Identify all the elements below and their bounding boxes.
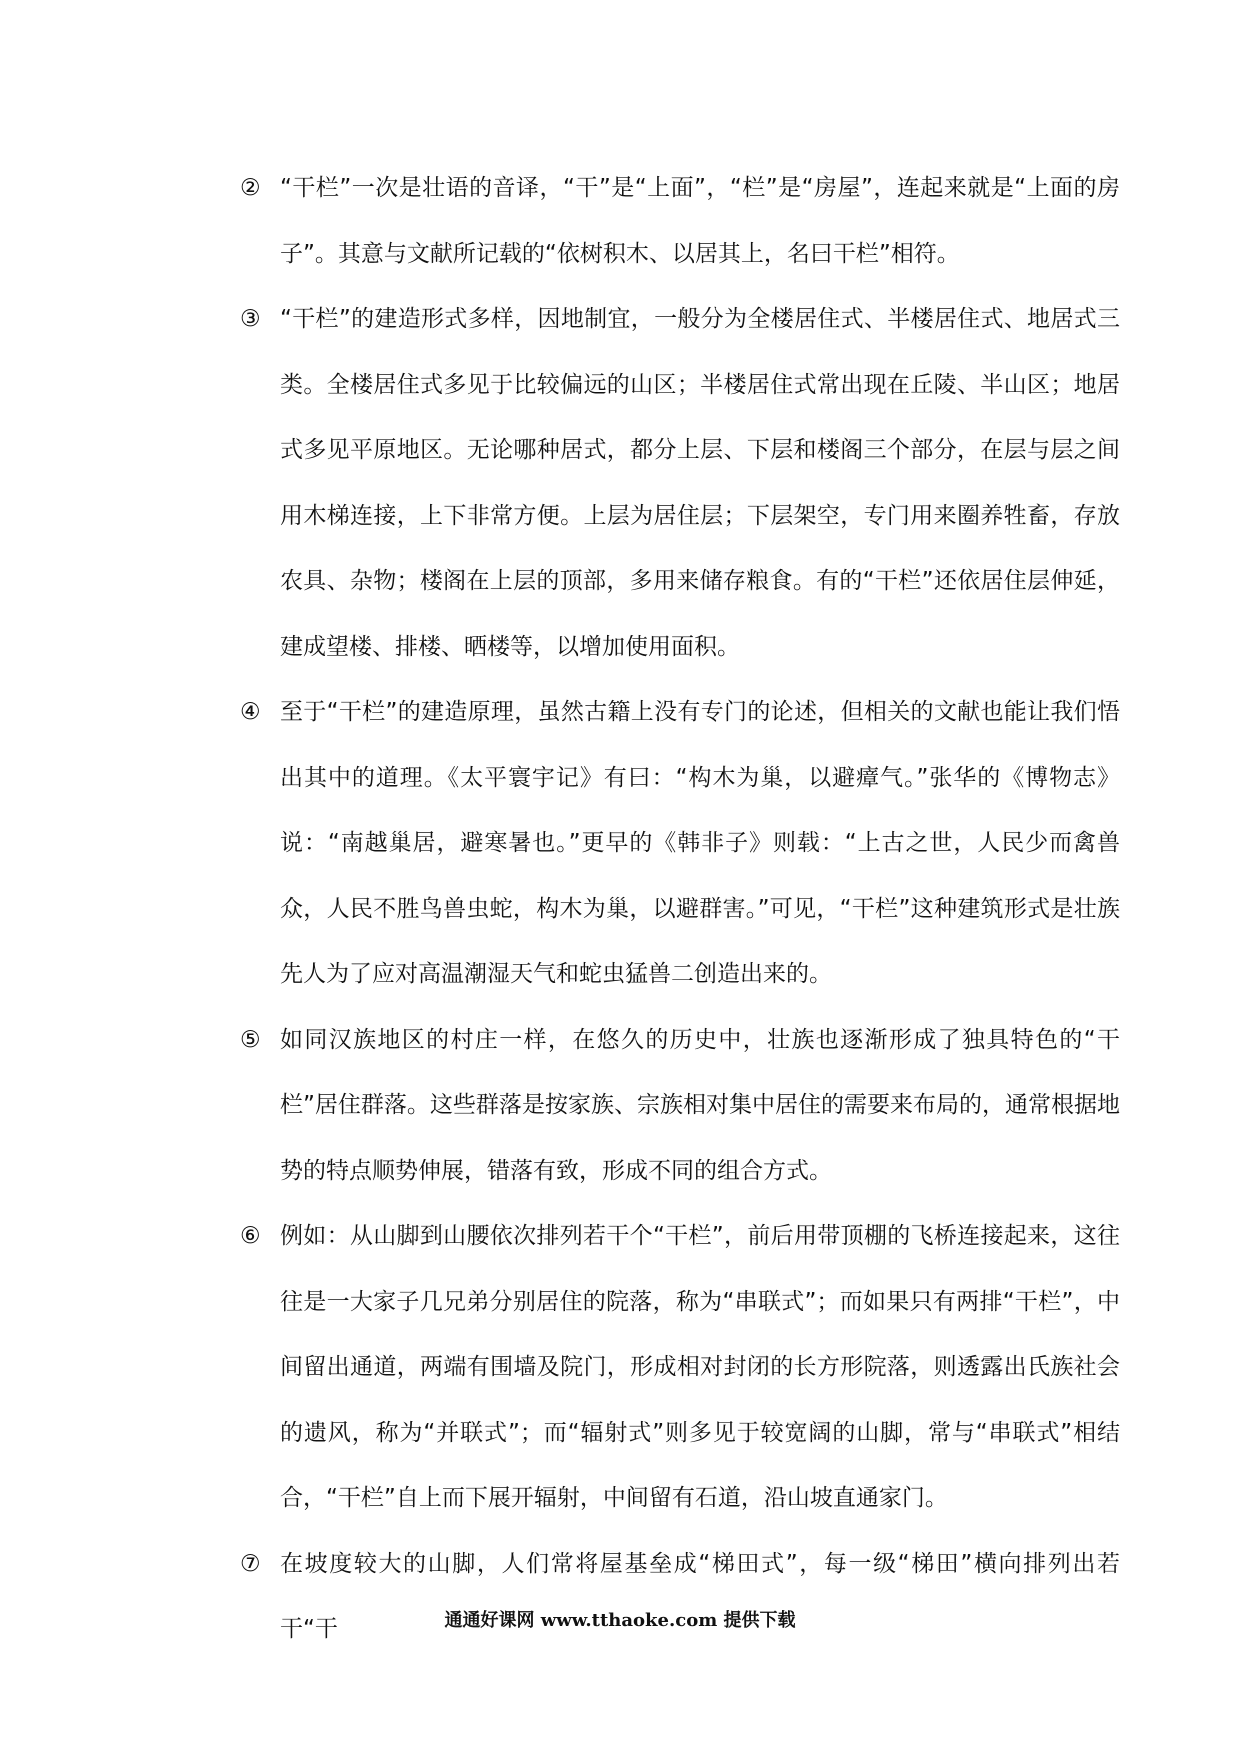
paragraph-number: ②: [240, 175, 261, 201]
paragraph-number: ③: [240, 306, 261, 332]
article-body: [240, 156, 1120, 1663]
paragraph-7: [240, 1532, 1120, 1663]
download-footer: 通通好课网 www.tthaoke.com 提供下载: [444, 1610, 796, 1631]
paragraph-5: [240, 1008, 1120, 1205]
paragraph-number: ⑤: [240, 1026, 261, 1053]
paragraph-text: 例如：从山脚到山腰依次排列若干个“干栏”，前后用带顶棚的飞桥连接起来，这往往是一大家子几兄弟分别居住的院落，称为“串联式”；而如果只有两排“干栏”，中间留出通道，两端有围墙及院门，形成相对封闭的长方形院落，则透露出氏族社会的遗风，称为“并联式”；而“辐射式”则多见于较宽阔的山脚，常与“串联式”相结合，“干栏”自上而下展开辐射，中间留有石道，沿山坡直通家门。: [280, 1223, 1120, 1511]
paragraph-text: “干栏”的建造形式多样，因地制宜，一般分为全楼居住式、半楼居住式、地居式三类。全楼居住式多见于比较偏远的山区；半楼居住式常出现在丘陵、半山区；地居式多见平原地区。无论哪种居式，都分上层、下层和楼阁三个部分，在层与层之间用木梯连接，上下非常方便。上层为居住层；下层架空，专门用来圈养牲畜，存放农具、杂物；楼阁在上层的顶部，多用来储存粮食。有的“干栏”还依居住层伸延，建成望楼、排楼、晒楼等，以增加使用面积。: [280, 306, 1120, 660]
paragraph-number: ⑦: [240, 1550, 261, 1577]
paragraph-number: ④: [240, 699, 261, 725]
paragraph-text: 如同汉族地区的村庄一样，在悠久的历史中，壮族也逐渐形成了独具特色的“干栏”居住群落。这些群落是按家族、宗族相对集中居住的需要来布局的，通常根据地势的特点顺势伸展，错落有致，形成不同的组合方式。: [280, 1026, 1120, 1184]
paragraph-2: [240, 156, 1120, 287]
paragraph-text: 在坡度较大的山脚，人们常将屋基垒成“梯田式”，每一级“梯田”横向排列出若干“干: [280, 1550, 1120, 1642]
paragraph-3: [240, 287, 1120, 680]
paragraph-number: ⑥: [240, 1223, 261, 1249]
paragraph-text: “干栏”一次是壮语的音译，“干”是“上面”，“栏”是“房屋”，连起来就是“上面的房子”。其意与文献所记载的“依树积木、以居其上，名曰干栏”相符。: [280, 175, 1120, 267]
paragraph-4: [240, 680, 1120, 1008]
paragraph-6: [240, 1204, 1120, 1532]
paragraph-text: 至于“干栏”的建造原理，虽然古籍上没有专门的论述，但相关的文献也能让我们悟出其中的道理。《太平寰宇记》有曰：“构木为巢，以避瘴气。”张华的《博物志》说：“南越巢居，避寒暑也。”更早的《韩非子》则载：“上古之世，人民少而禽兽众，人民不胜鸟兽虫蛇，构木为巢，以避群害。”可见，“干栏”这种建筑形式是壮族先人为了应对高温潮湿天气和蛇虫猛兽二创造出来的。: [280, 699, 1120, 987]
